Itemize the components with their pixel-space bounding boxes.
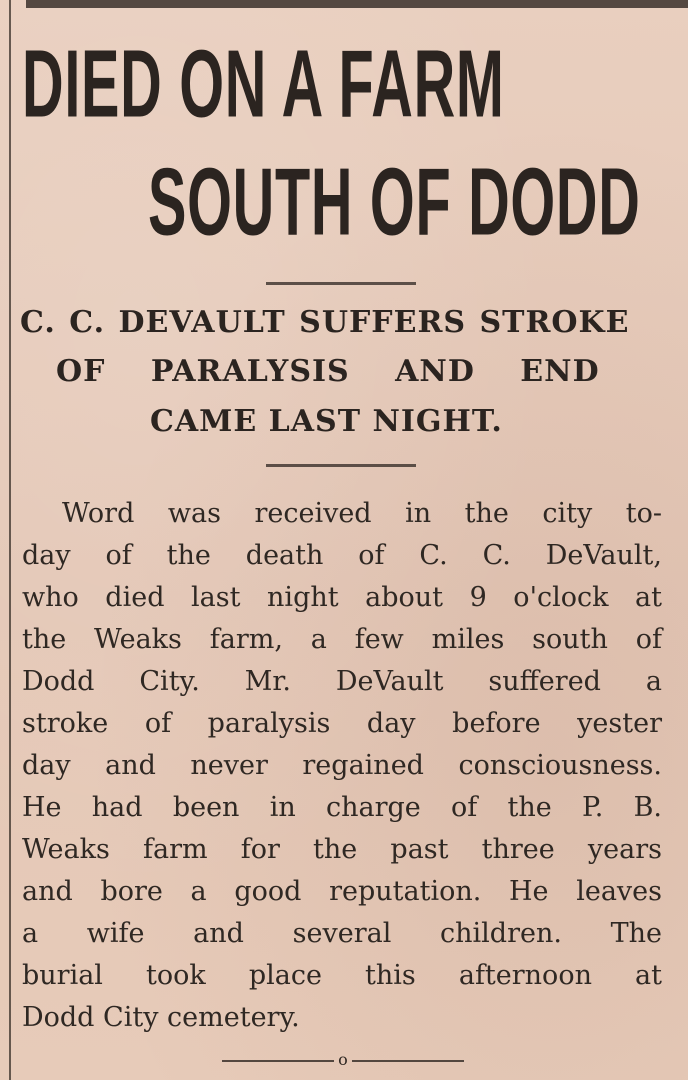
- left-column-rule: [9, 0, 11, 1080]
- article-line: the Weaks farm, a few miles south of: [22, 624, 662, 655]
- headline-line-2: SOUTH OF DODD: [148, 148, 641, 255]
- article-line: stroke of paralysis day before yester: [22, 708, 662, 739]
- end-rule-left: [222, 1060, 334, 1062]
- end-rule-right: [352, 1060, 464, 1062]
- article-line: Word was received in the city to-: [62, 498, 662, 529]
- article-line: who died last night about 9 o'clock at: [22, 582, 662, 613]
- headline-line-1: DIED ON A FARM: [22, 30, 505, 137]
- subheadline-line-1: C. C. DEVAULT SUFFERS STROKE: [20, 305, 630, 340]
- headline-divider: [266, 282, 416, 285]
- article-line: Dodd City. Mr. DeVault suffered a: [22, 666, 662, 697]
- article-line: Weaks farm for the past three years: [22, 834, 662, 865]
- article-line: a wife and several children. The: [22, 918, 662, 949]
- top-column-rule: [26, 0, 688, 8]
- subheadline-line-3: CAME LAST NIGHT.: [150, 404, 503, 439]
- subheadline-line-2: OF PARALYSIS AND END: [56, 354, 600, 389]
- article-line: day and never regained consciousness.: [22, 750, 662, 781]
- article-line: Dodd City cemetery.: [22, 1002, 300, 1033]
- article-line: burial took place this afternoon at: [22, 960, 662, 991]
- article-line: and bore a good reputation. He leaves: [22, 876, 662, 907]
- article-line: He had been in charge of the P. B.: [22, 792, 662, 823]
- subheadline-divider: [266, 464, 416, 467]
- end-ornament-icon: o: [338, 1050, 348, 1069]
- article-line: day of the death of C. C. DeVault,: [22, 540, 662, 571]
